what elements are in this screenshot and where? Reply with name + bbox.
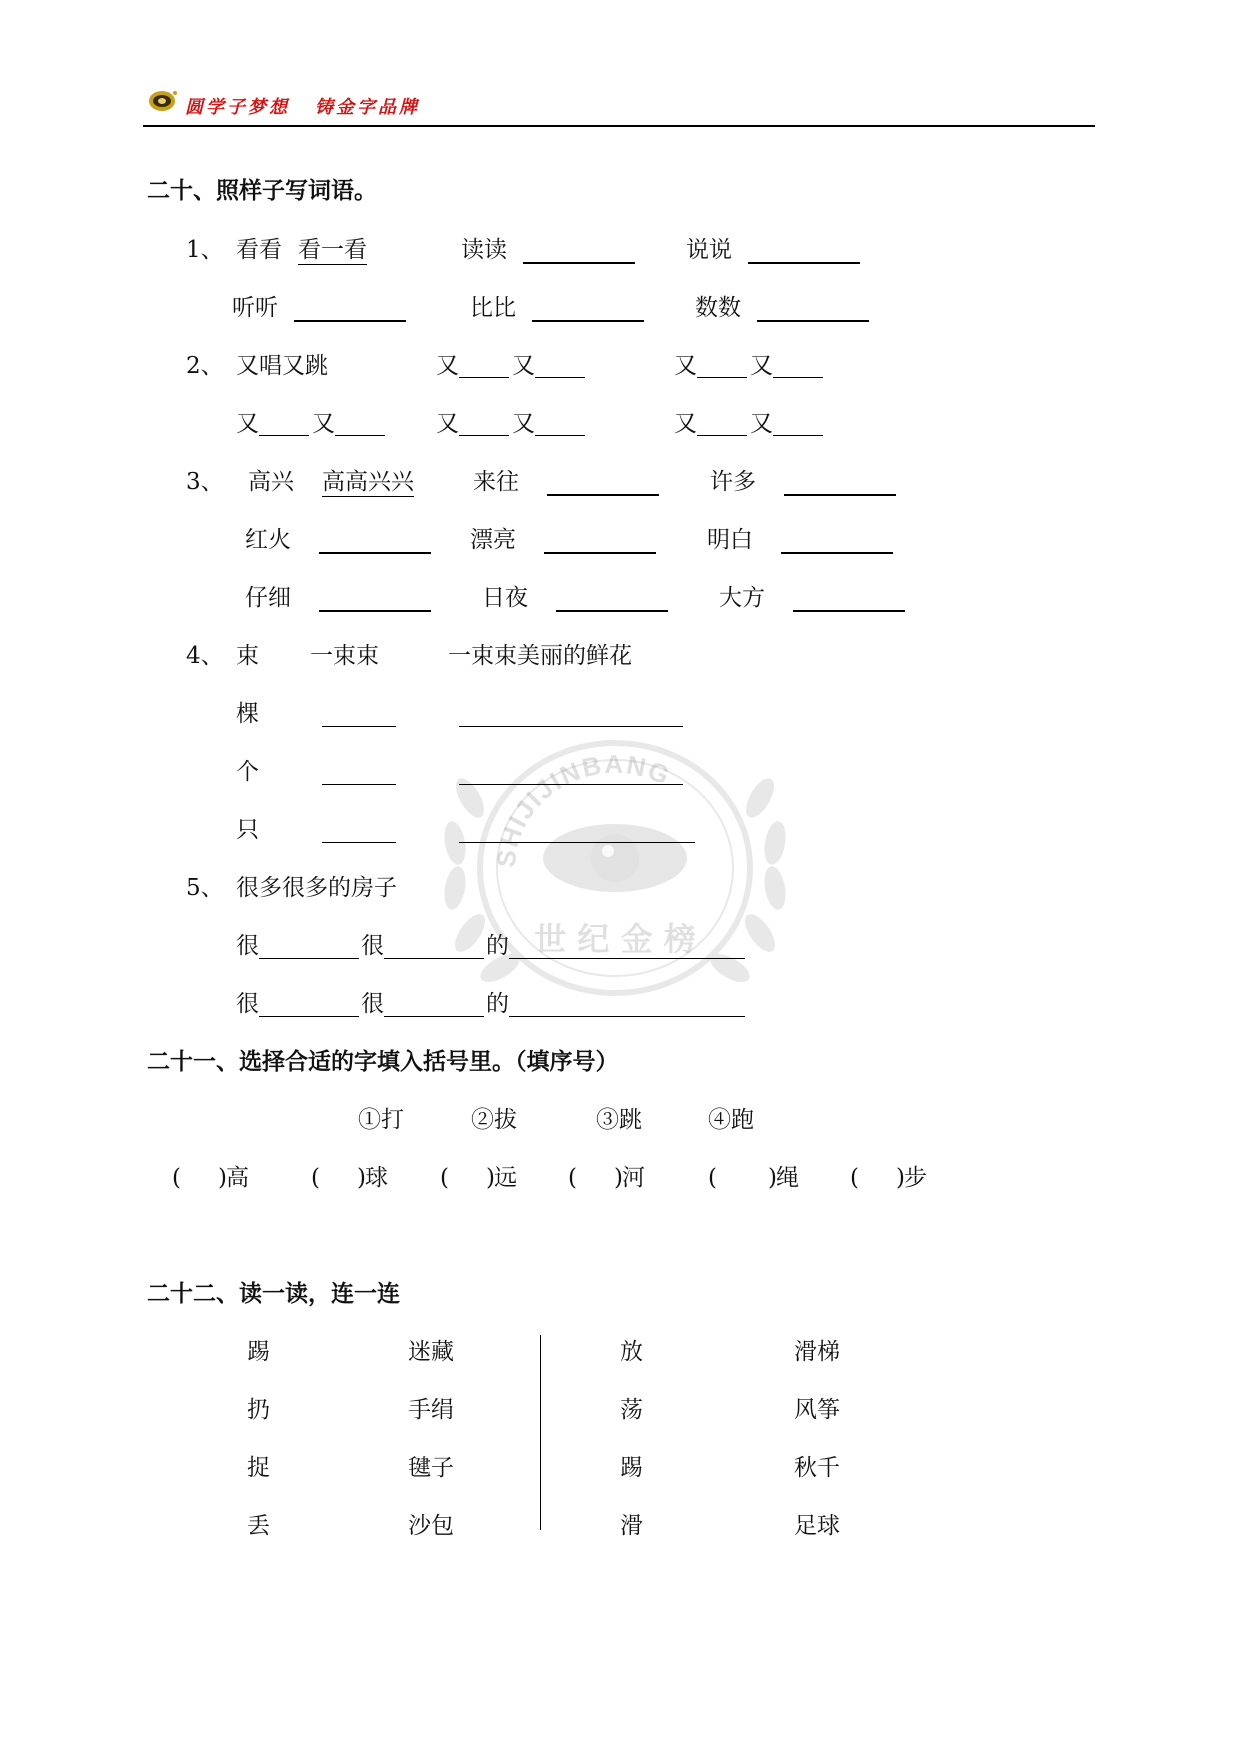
q1-example-word: 看看 [236, 237, 282, 263]
paren-close: ) [614, 1165, 623, 1191]
match-noun[interactable]: 沙包 [408, 1513, 454, 1539]
answer-blank[interactable] [523, 262, 635, 264]
q2-you: 又 [236, 411, 259, 437]
match-noun[interactable]: 毽子 [408, 1455, 454, 1481]
q3-word: 仔细 [245, 585, 291, 611]
match-verb[interactable]: 荡 [620, 1397, 643, 1423]
answer-blank[interactable] [532, 320, 644, 322]
q3-word: 许多 [710, 469, 756, 495]
q5-de: 的 [486, 933, 509, 959]
q2-you: 又 [312, 411, 335, 437]
answer-blank[interactable] [535, 435, 585, 436]
q3-word: 来往 [473, 469, 519, 495]
q1-word: 数数 [695, 295, 741, 321]
q3-example-word: 高兴 [248, 469, 294, 495]
q4-char: 棵 [236, 701, 259, 727]
paren-answer-slot[interactable] [325, 1161, 357, 1193]
section-22-title: 二十二、读一读，连一连 [147, 1280, 400, 1307]
q3-word: 漂亮 [470, 527, 516, 553]
q4-char: 只 [236, 817, 259, 843]
fill-item: 步 [904, 1165, 927, 1191]
paren-close: ) [486, 1165, 495, 1191]
paren-open: ( [708, 1165, 717, 1191]
option-item: ③跳 [596, 1107, 642, 1133]
match-noun[interactable]: 迷藏 [408, 1339, 454, 1365]
option-item: ④跑 [708, 1107, 754, 1133]
paren-close: ) [218, 1165, 227, 1191]
divider-line [540, 1335, 541, 1530]
q2-you: 又 [436, 353, 459, 379]
match-verb[interactable]: 踢 [247, 1339, 270, 1365]
match-verb[interactable]: 捉 [247, 1455, 270, 1481]
answer-blank[interactable] [556, 610, 668, 612]
q3-number: 3、 [186, 469, 224, 495]
q3-word: 明白 [707, 527, 753, 553]
header-brand-right: 铸金字品牌 [315, 97, 420, 118]
paren-open: ( [568, 1165, 577, 1191]
q2-you: 又 [436, 411, 459, 437]
match-noun[interactable]: 风筝 [794, 1397, 840, 1423]
paren-answer-slot[interactable] [454, 1161, 486, 1193]
answer-blank[interactable] [322, 784, 396, 785]
fill-item: 高 [226, 1165, 249, 1191]
answer-blank[interactable] [294, 320, 406, 322]
option-item: ①打 [358, 1107, 404, 1133]
answer-blank[interactable] [459, 784, 683, 785]
answer-blank[interactable] [259, 435, 309, 436]
paren-open: ( [172, 1165, 181, 1191]
q5-hen: 很 [361, 991, 384, 1017]
answer-blank[interactable] [459, 842, 695, 843]
paren-open: ( [850, 1165, 859, 1191]
q5-de: 的 [486, 991, 509, 1017]
q4-example-a: 一束束 [310, 643, 379, 669]
header-rule [143, 125, 1095, 127]
q1-word: 比比 [470, 295, 516, 321]
answer-blank[interactable] [384, 1016, 484, 1017]
q5-example: 很多很多的房子 [236, 875, 397, 901]
section-21-title: 二十一、选择合适的字填入括号里。（填序号） [147, 1048, 619, 1075]
q2-you: 又 [750, 353, 773, 379]
q4-number: 4、 [186, 643, 224, 669]
section-20-title: 二十、照样子写词语。 [147, 177, 377, 204]
answer-blank[interactable] [697, 377, 747, 378]
q2-number: 2、 [186, 353, 224, 379]
answer-blank[interactable] [509, 958, 745, 959]
q2-you: 又 [750, 411, 773, 437]
q4-example-b: 一束束美丽的鲜花 [448, 643, 632, 669]
option-item: ②拔 [471, 1107, 517, 1133]
answer-blank[interactable] [793, 610, 905, 612]
fill-item: 远 [494, 1165, 517, 1191]
answer-blank[interactable] [319, 610, 431, 612]
answer-blank[interactable] [547, 494, 659, 496]
paren-answer-slot[interactable] [722, 1161, 768, 1193]
paren-answer-slot[interactable] [186, 1161, 218, 1193]
answer-blank[interactable] [384, 958, 484, 959]
q5-hen: 很 [236, 991, 259, 1017]
answer-blank[interactable] [535, 377, 585, 378]
answer-blank[interactable] [322, 842, 396, 843]
q3-example-answer: 高高兴兴 [322, 469, 414, 495]
q1-word: 听听 [232, 295, 278, 321]
q4-char: 个 [236, 759, 259, 785]
match-verb[interactable]: 滑 [620, 1513, 643, 1539]
match-verb[interactable]: 放 [620, 1339, 643, 1365]
answer-blank[interactable] [757, 320, 869, 322]
paren-open: ( [440, 1165, 449, 1191]
q1-word: 说说 [686, 237, 732, 263]
paren-answer-slot[interactable] [582, 1161, 614, 1193]
match-verb[interactable]: 踢 [620, 1455, 643, 1481]
q3-word: 大方 [719, 585, 765, 611]
watermark-chinese: 世 纪 金 榜 [534, 920, 696, 958]
fill-item: 球 [365, 1165, 388, 1191]
paren-open: ( [311, 1165, 320, 1191]
brand-logo-icon [148, 90, 178, 112]
match-noun[interactable]: 秋千 [794, 1455, 840, 1481]
answer-blank[interactable] [509, 1016, 745, 1017]
match-noun[interactable]: 滑梯 [794, 1339, 840, 1365]
match-verb[interactable]: 丢 [247, 1513, 270, 1539]
answer-blank[interactable] [697, 435, 747, 436]
answer-blank[interactable] [773, 435, 823, 436]
q4-example-char: 束 [236, 643, 259, 669]
q2-you: 又 [512, 411, 535, 437]
match-verb[interactable]: 扔 [247, 1397, 270, 1423]
answer-blank[interactable] [319, 552, 431, 554]
answer-blank[interactable] [259, 958, 359, 959]
q2-you: 又 [674, 411, 697, 437]
answer-blank[interactable] [773, 377, 823, 378]
answer-blank[interactable] [335, 435, 385, 436]
watermark-seal [350, 718, 880, 1028]
q2-example: 又唱又跳 [236, 353, 328, 379]
answer-blank[interactable] [459, 377, 509, 378]
q3-word: 红火 [245, 527, 291, 553]
fill-item: 绳 [776, 1165, 799, 1191]
q5-hen: 很 [361, 933, 384, 959]
paren-close: ) [768, 1165, 777, 1191]
answer-blank[interactable] [322, 726, 396, 727]
answer-blank[interactable] [748, 262, 860, 264]
answer-blank[interactable] [544, 552, 656, 554]
match-noun[interactable]: 手绢 [408, 1397, 454, 1423]
q2-you: 又 [512, 353, 535, 379]
q1-example-answer: 看一看 [298, 237, 367, 263]
q5-number: 5、 [186, 875, 224, 901]
match-noun[interactable]: 足球 [794, 1513, 840, 1539]
q2-you: 又 [674, 353, 697, 379]
watermark-arc-text: SHIJIJINBANG [490, 749, 676, 869]
fill-item: 河 [622, 1165, 645, 1191]
header-brand-left: 圆学子梦想 [185, 97, 290, 118]
answer-blank[interactable] [459, 435, 509, 436]
answer-blank[interactable] [781, 552, 893, 554]
paren-answer-slot[interactable] [864, 1161, 896, 1193]
answer-blank[interactable] [784, 494, 896, 496]
paren-close: ) [357, 1165, 366, 1191]
answer-blank[interactable] [259, 1016, 359, 1017]
q5-hen: 很 [236, 933, 259, 959]
answer-blank[interactable] [459, 726, 683, 727]
q3-word: 日夜 [482, 585, 528, 611]
q1-word: 读读 [461, 237, 507, 263]
q1-number: 1、 [186, 237, 224, 263]
paren-close: ) [896, 1165, 905, 1191]
